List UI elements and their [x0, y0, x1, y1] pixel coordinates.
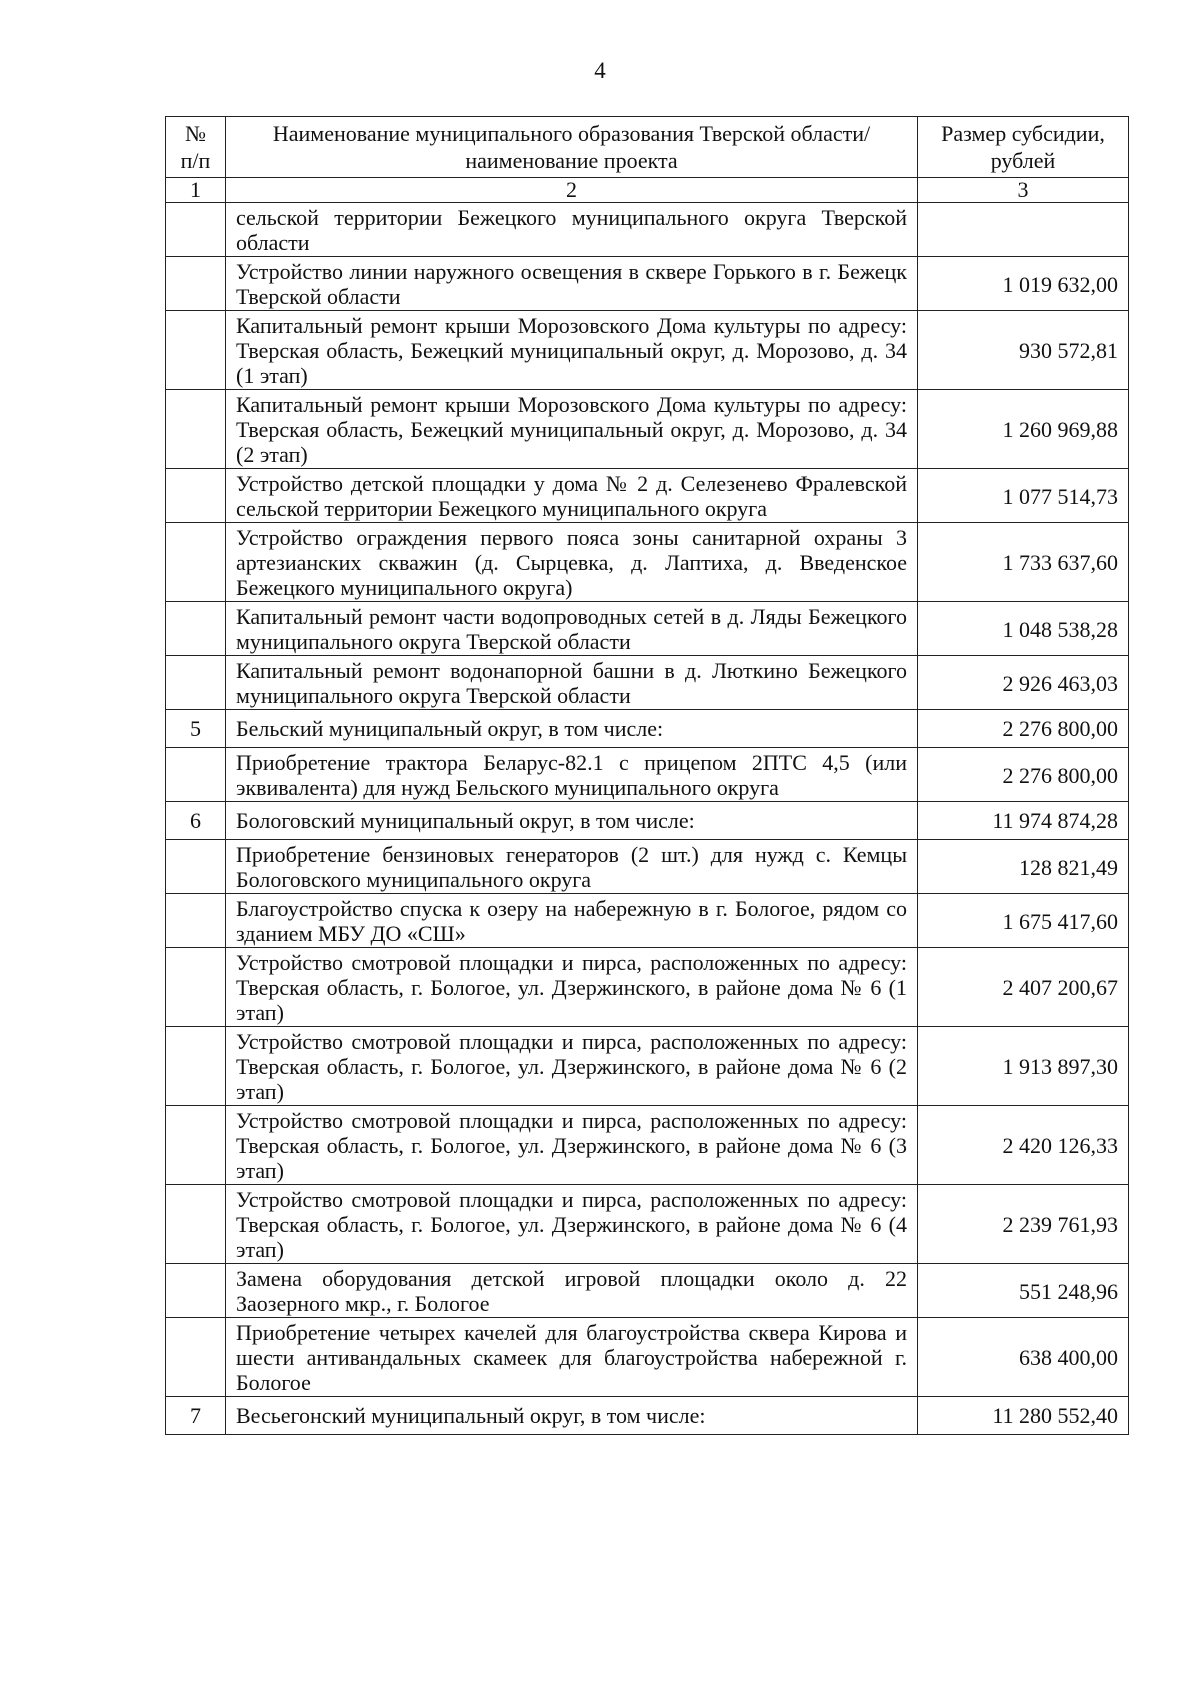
row-name: Весьегонский муниципальный округ, в том числе:	[226, 1397, 918, 1435]
row-num	[166, 1106, 226, 1185]
table-row	[166, 523, 1129, 602]
row-name: Бельский муниципальный округ, в том числе:	[226, 710, 918, 748]
row-amount: 2 926 463,03	[918, 656, 1129, 710]
row-num: 6	[166, 802, 226, 840]
row-amount: 2 420 126,33	[918, 1106, 1129, 1185]
table-row	[166, 602, 1129, 656]
row-amount: 551 248,96	[918, 1264, 1129, 1318]
table-row	[166, 656, 1129, 710]
row-num	[166, 203, 226, 257]
row-amount: 1 077 514,73	[918, 469, 1129, 523]
row-name: Замена оборудования детской игровой площадки около д. 22 Заозерного мкр., г. Бологое	[226, 1264, 918, 1318]
row-num	[166, 1318, 226, 1397]
row-amount: 638 400,00	[918, 1318, 1129, 1397]
row-name: Бологовский муниципальный округ, в том числе:	[226, 802, 918, 840]
table-row	[166, 311, 1129, 390]
row-num	[166, 602, 226, 656]
row-amount: 930 572,81	[918, 311, 1129, 390]
row-amount: 2 407 200,67	[918, 948, 1129, 1027]
row-num	[166, 748, 226, 802]
row-name: Приобретение бензиновых генераторов (2 шт.) для нужд с. Кемцы Бологовского муниципального округа	[226, 840, 918, 894]
row-num	[166, 523, 226, 602]
table-row	[166, 1318, 1129, 1397]
row-num	[166, 840, 226, 894]
table-row	[166, 1106, 1129, 1185]
row-num	[166, 311, 226, 390]
table-row	[166, 894, 1129, 948]
row-name: Устройство смотровой площадки и пирса, расположенных по адресу: Тверская область, г. Бологое, ул. Дзержинского, в районе дома № 6 (2 этап)	[226, 1027, 918, 1106]
table-row	[166, 748, 1129, 802]
row-num	[166, 1027, 226, 1106]
subsidy-table	[165, 116, 1129, 1435]
row-amount: 1 733 637,60	[918, 523, 1129, 602]
row-name: Устройство смотровой площадки и пирса, расположенных по адресу: Тверская область, г. Бологое, ул. Дзержинского, в районе дома № 6 (1 этап)	[226, 948, 918, 1027]
row-num: 7	[166, 1397, 226, 1435]
row-num: 5	[166, 710, 226, 748]
row-amount: 1 675 417,60	[918, 894, 1129, 948]
table-row	[166, 840, 1129, 894]
row-num	[166, 1264, 226, 1318]
table-row	[166, 469, 1129, 523]
row-num	[166, 390, 226, 469]
row-name: Устройство линии наружного освещения в сквере Горького в г. Бежецк Тверской области	[226, 257, 918, 311]
table-row	[166, 390, 1129, 469]
row-amount: 1 019 632,00	[918, 257, 1129, 311]
page-number: 4	[594, 58, 606, 83]
row-amount: 128 821,49	[918, 840, 1129, 894]
row-num	[166, 1185, 226, 1264]
row-amount: 11 280 552,40	[918, 1397, 1129, 1435]
row-amount: 2 239 761,93	[918, 1185, 1129, 1264]
row-amount	[918, 203, 1129, 257]
table-row	[166, 203, 1129, 257]
table-row	[166, 948, 1129, 1027]
header-num: № п/п	[166, 117, 226, 178]
row-name: Благоустройство спуска к озеру на набережную в г. Бологое, рядом со зданием МБУ ДО «СШ»	[226, 894, 918, 948]
row-amount: 1 260 969,88	[918, 390, 1129, 469]
row-name: Капитальный ремонт крыши Морозовского Дома культуры по адресу: Тверская область, Бежецкий муниципальный округ, д. Морозово, д. 34 (1 этап)	[226, 311, 918, 390]
row-num	[166, 894, 226, 948]
table-row	[166, 1027, 1129, 1106]
row-name: Капитальный ремонт части водопроводных сетей в д. Ляды Бежецкого муниципального округа Тверской области	[226, 602, 918, 656]
row-name: Капитальный ремонт водонапорной башни в д. Люткино Бежецкого муниципального округа Тверской области	[226, 656, 918, 710]
table-row	[166, 1264, 1129, 1318]
row-name: Устройство ограждения первого пояса зоны санитарной охраны 3 артезианских скважин (д. Сырцевка, д. Лаптиха, д. Введенское Бежецкого муниципального округа)	[226, 523, 918, 602]
table-header-row	[166, 117, 1129, 178]
row-amount: 1 913 897,30	[918, 1027, 1129, 1106]
row-amount: 1 048 538,28	[918, 602, 1129, 656]
row-amount: 2 276 800,00	[918, 710, 1129, 748]
row-num	[166, 469, 226, 523]
row-name: Приобретение трактора Беларус-82.1 с прицепом 2ПТС 4,5 (или эквивалента) для нужд Бельского муниципального округа	[226, 748, 918, 802]
column-index-2: 2	[226, 178, 918, 203]
row-name: сельской территории Бежецкого муниципального округа Тверской области	[226, 203, 918, 257]
table-row-district	[166, 1397, 1129, 1435]
row-name: Капитальный ремонт крыши Морозовского Дома культуры по адресу: Тверская область, Бежецкий муниципальный округ, д. Морозово, д. 34 (2 этап)	[226, 390, 918, 469]
row-amount: 11 974 874,28	[918, 802, 1129, 840]
row-name: Устройство смотровой площадки и пирса, расположенных по адресу: Тверская область, г. Бологое, ул. Дзержинского, в районе дома № 6 (4 этап)	[226, 1185, 918, 1264]
row-num	[166, 948, 226, 1027]
header-name: Наименование муниципального образования Тверской области/наименование проекта	[226, 117, 918, 178]
row-name: Устройство детской площадки у дома № 2 д. Селезенево Фралевской сельской территории Бежецкого муниципального округа	[226, 469, 918, 523]
table-row-district	[166, 802, 1129, 840]
row-name: Устройство смотровой площадки и пирса, расположенных по адресу: Тверская область, г. Бологое, ул. Дзержинского, в районе дома № 6 (3 этап)	[226, 1106, 918, 1185]
row-name: Приобретение четырех качелей для благоустройства сквера Кирова и шести антивандальных скамеек для благоустройства набережной г. Бологое	[226, 1318, 918, 1397]
row-num	[166, 257, 226, 311]
table-row-district	[166, 710, 1129, 748]
row-amount: 2 276 800,00	[918, 748, 1129, 802]
header-amount: Размер субсидии, рублей	[918, 117, 1129, 178]
table-row	[166, 1185, 1129, 1264]
column-index-3: 3	[918, 178, 1129, 203]
column-index-row	[166, 178, 1129, 203]
table-row	[166, 257, 1129, 311]
row-num	[166, 656, 226, 710]
column-index-1: 1	[166, 178, 226, 203]
